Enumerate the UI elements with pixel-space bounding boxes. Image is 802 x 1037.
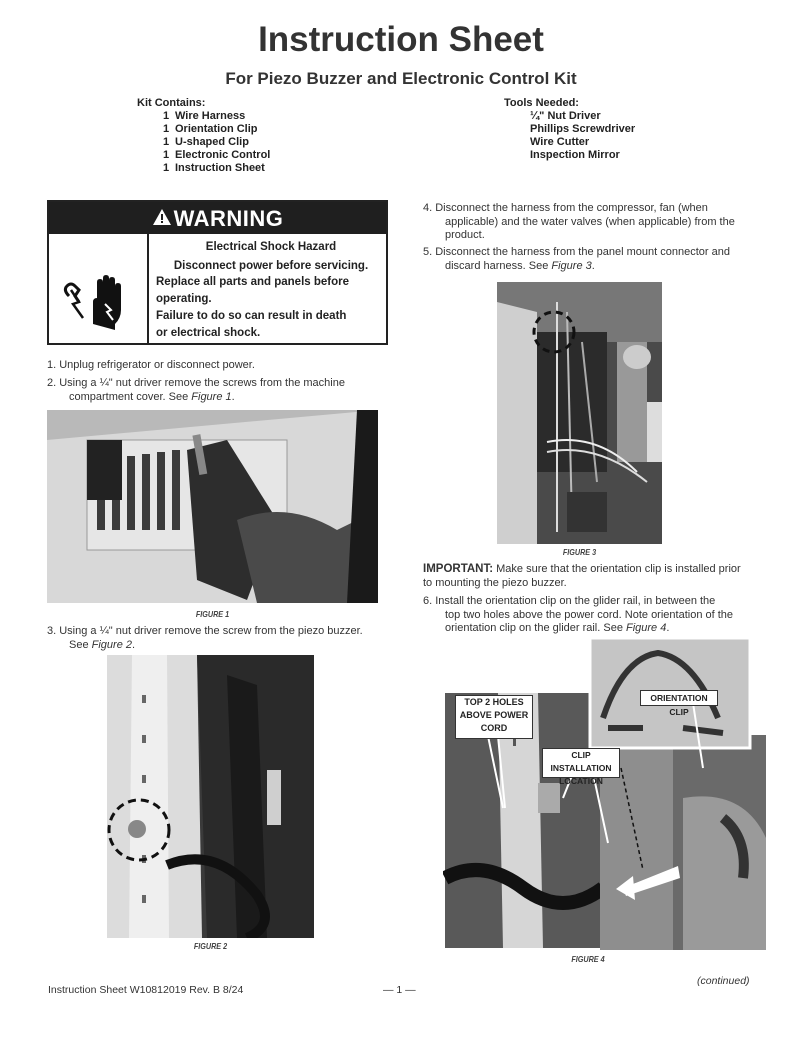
tool-item: ¼" Nut Driver [530,110,601,122]
step-1: 1. Unplug refrigerator or disconnect power. [47,359,255,371]
tool-item: Phillips Screwdriver [530,123,636,135]
page-subtitle: For Piezo Buzzer and Electronic Control Kit [225,69,577,88]
figure-3-image [497,282,662,544]
electrical-shock-icon [49,234,149,343]
kit-item: 1 U-shaped Clip [163,136,249,148]
figure-2-image [107,655,314,938]
warning-box [47,200,388,345]
step-6: 6. Install the orientation clip on the glider rail, in between the top two holes above the power cord. Note orientation of the orientation clip on the glider rail. See Figure 4. [423,595,734,634]
figure-2-caption: FIGURE 2 [193,941,228,951]
kit-contents [137,97,357,175]
kit-heading: Kit Contains: [137,97,206,109]
figure-4-caption: FIGURE 4 [571,954,605,964]
kit-item: 1 Electronic Control [163,149,271,161]
warning-hazard: Electrical Shock Hazard [205,241,337,253]
figure-1-image [47,410,378,603]
step-5: 5. Disconnect the harness from the panel mount connector and discard harness. See Figure 3. [423,246,730,272]
kit-item: 1 Wire Harness [163,110,246,122]
page-title: Instruction Sheet [258,20,544,59]
label-top-holes: TOP 2 HOLES ABOVE POWER CORD [455,695,533,739]
tool-item: Inspection Mirror [530,149,620,161]
footer-page-number: — 1 — [383,984,416,996]
step-3: 3. Using a ¼" nut driver remove the screw from the piezo buzzer. See Figure 2. [47,625,363,651]
figure-4-image [443,638,766,950]
tools-needed [504,97,724,162]
tools-heading: Tools Needed: [504,97,579,109]
kit-item: 1 Orientation Clip [163,123,258,135]
step-2: 2. Using a ¼" nut driver remove the screws from the machine compartment cover. See Figure 1. [47,377,345,403]
warning-triangle-icon [152,203,172,235]
important-note: IMPORTANT: Make sure that the orientation clip is installed prior to mounting the piezo buzzer. [423,563,741,589]
kit-item: 1 Instruction Sheet [163,162,265,174]
figure-1-caption: FIGURE 1 [195,609,230,619]
warning-header: WARNING [49,202,386,234]
warning-text [156,239,386,341]
footer-doc-id: Instruction Sheet W10812019 Rev. B 8/24 [48,984,244,996]
label-clip-location: CLIP INSTALLATION LOCATION [542,748,620,778]
figure-3-caption: FIGURE 3 [562,547,597,557]
footer-continued: (continued) [697,975,750,987]
warning-line-3: Failure to do so can result in death or electrical shock. [156,310,347,339]
warning-line-2: Replace all parts and panels before operating. [156,276,350,305]
warning-line-1: Disconnect power before servicing. [173,259,369,272]
tool-item: Wire Cutter [530,136,590,148]
step-4: 4. Disconnect the harness from the compressor, fan (when applicable) and the water valves (when applicable) from the product. [423,202,735,241]
label-orientation-clip: ORIENTATION CLIP [640,690,718,706]
